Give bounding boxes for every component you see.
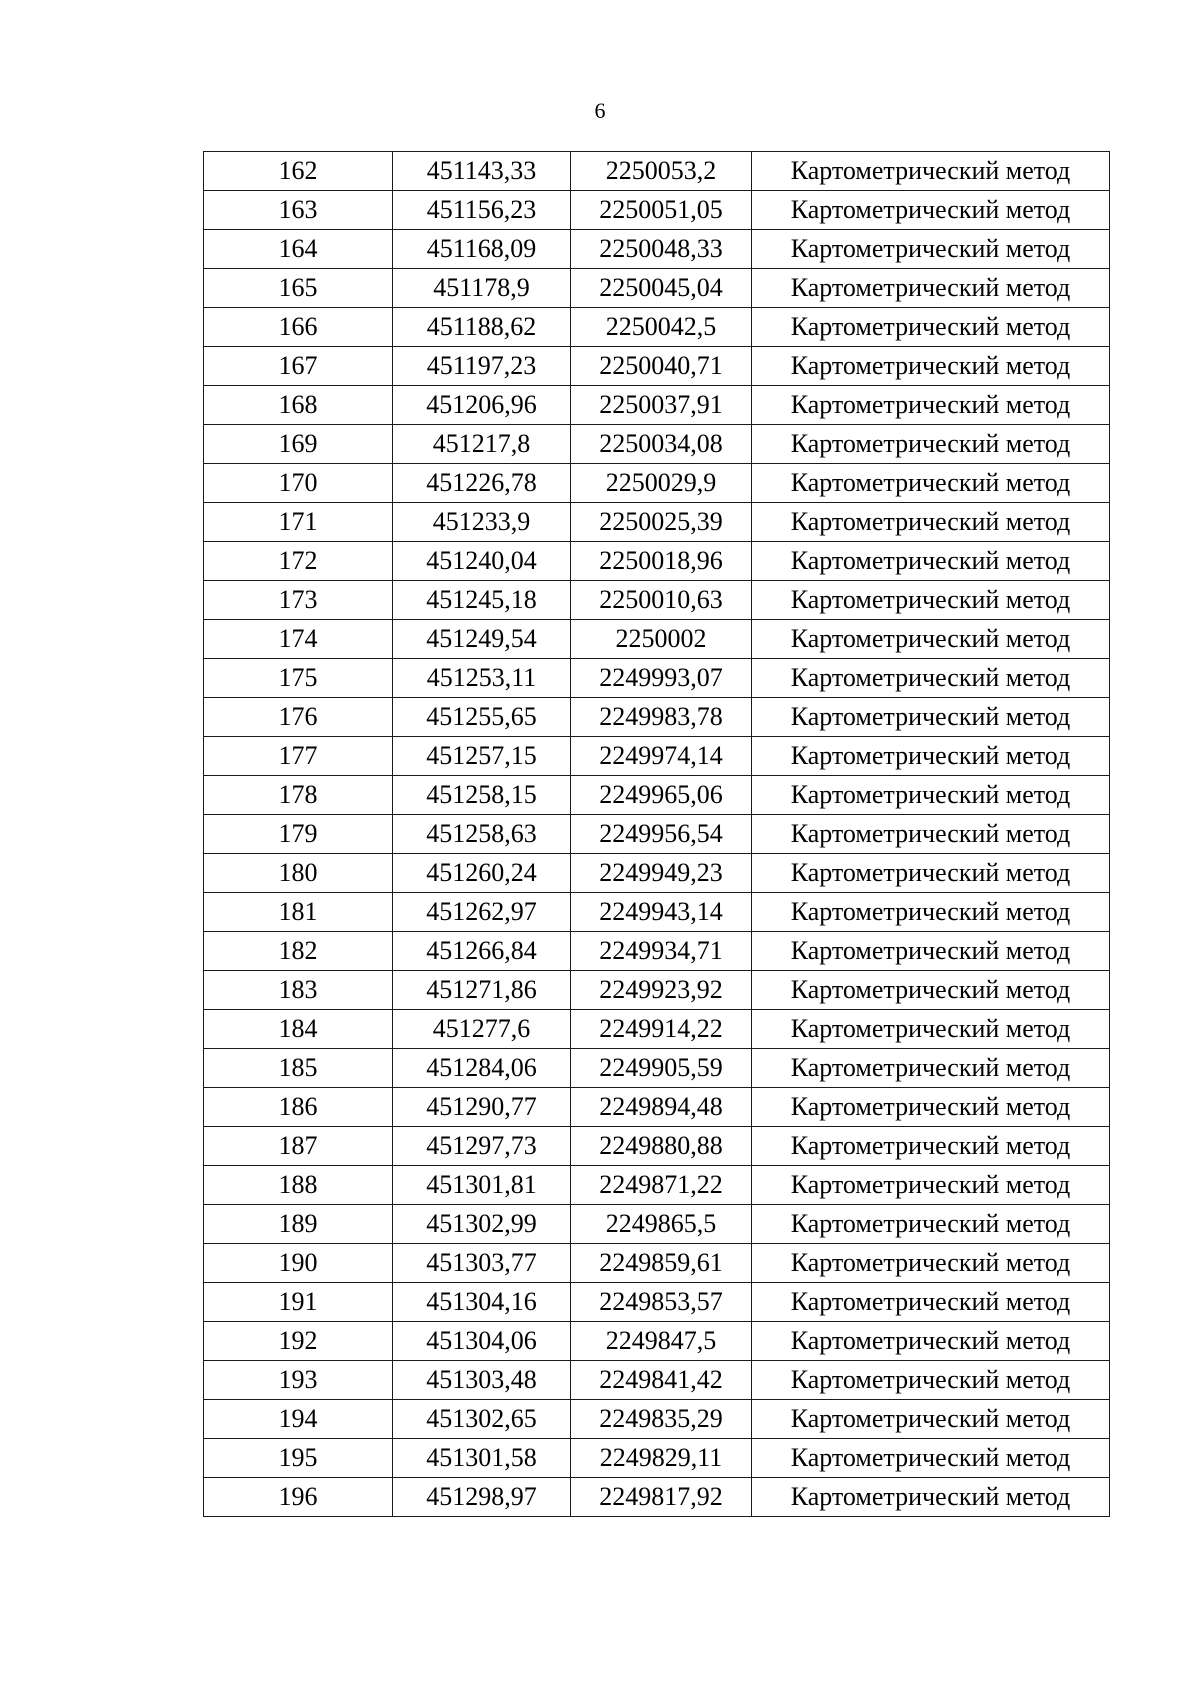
x-coordinate-cell: 451188,62	[393, 308, 571, 347]
y-coordinate-cell: 2250002	[571, 620, 752, 659]
x-coordinate-cell: 451257,15	[393, 737, 571, 776]
point-number-cell: 193	[204, 1361, 393, 1400]
method-cell: Картометрический метод	[752, 737, 1110, 776]
x-coordinate-cell: 451258,63	[393, 815, 571, 854]
y-coordinate-cell: 2249949,23	[571, 854, 752, 893]
point-number-cell: 178	[204, 776, 393, 815]
y-coordinate-cell: 2250025,39	[571, 503, 752, 542]
method-cell: Картометрический метод	[752, 971, 1110, 1010]
x-coordinate-cell: 451303,77	[393, 1244, 571, 1283]
method-cell: Картометрический метод	[752, 893, 1110, 932]
y-coordinate-cell: 2249847,5	[571, 1322, 752, 1361]
table-row	[204, 425, 1110, 464]
x-coordinate-cell: 451298,97	[393, 1478, 571, 1517]
y-coordinate-cell: 2249829,11	[571, 1439, 752, 1478]
method-cell: Картометрический метод	[752, 464, 1110, 503]
y-coordinate-cell: 2249965,06	[571, 776, 752, 815]
method-cell: Картометрический метод	[752, 932, 1110, 971]
y-coordinate-cell: 2250051,05	[571, 191, 752, 230]
x-coordinate-cell: 451217,8	[393, 425, 571, 464]
x-coordinate-cell: 451301,58	[393, 1439, 571, 1478]
y-coordinate-cell: 2249923,92	[571, 971, 752, 1010]
method-cell: Картометрический метод	[752, 1166, 1110, 1205]
y-coordinate-cell: 2249934,71	[571, 932, 752, 971]
method-cell: Картометрический метод	[752, 1127, 1110, 1166]
table-row	[204, 776, 1110, 815]
y-coordinate-cell: 2249983,78	[571, 698, 752, 737]
y-coordinate-cell: 2250018,96	[571, 542, 752, 581]
method-cell: Картометрический метод	[752, 1010, 1110, 1049]
page-number: 6	[594, 98, 606, 123]
table-row	[204, 1322, 1110, 1361]
y-coordinate-cell: 2249880,88	[571, 1127, 752, 1166]
method-cell: Картометрический метод	[752, 269, 1110, 308]
table-row	[204, 932, 1110, 971]
table-row	[204, 1127, 1110, 1166]
method-cell: Картометрический метод	[752, 620, 1110, 659]
method-cell: Картометрический метод	[752, 386, 1110, 425]
point-number-cell: 192	[204, 1322, 393, 1361]
x-coordinate-cell: 451297,73	[393, 1127, 571, 1166]
y-coordinate-cell: 2250053,2	[571, 152, 752, 191]
table-row	[204, 1361, 1110, 1400]
table-row	[204, 1088, 1110, 1127]
point-number-cell: 171	[204, 503, 393, 542]
table-row	[204, 503, 1110, 542]
y-coordinate-cell: 2249835,29	[571, 1400, 752, 1439]
point-number-cell: 172	[204, 542, 393, 581]
y-coordinate-cell: 2249943,14	[571, 893, 752, 932]
method-cell: Картометрический метод	[752, 1088, 1110, 1127]
point-number-cell: 165	[204, 269, 393, 308]
y-coordinate-cell: 2249865,5	[571, 1205, 752, 1244]
method-cell: Картометрический метод	[752, 1478, 1110, 1517]
y-coordinate-cell: 2249817,92	[571, 1478, 752, 1517]
point-number-cell: 196	[204, 1478, 393, 1517]
point-number-cell: 189	[204, 1205, 393, 1244]
y-coordinate-cell: 2250040,71	[571, 347, 752, 386]
table-row	[204, 308, 1110, 347]
point-number-cell: 191	[204, 1283, 393, 1322]
point-number-cell: 184	[204, 1010, 393, 1049]
method-cell: Картометрический метод	[752, 815, 1110, 854]
point-number-cell: 180	[204, 854, 393, 893]
x-coordinate-cell: 451277,6	[393, 1010, 571, 1049]
table-row	[204, 659, 1110, 698]
x-coordinate-cell: 451249,54	[393, 620, 571, 659]
y-coordinate-cell: 2249859,61	[571, 1244, 752, 1283]
x-coordinate-cell: 451304,16	[393, 1283, 571, 1322]
x-coordinate-cell: 451262,97	[393, 893, 571, 932]
point-number-cell: 170	[204, 464, 393, 503]
x-coordinate-cell: 451284,06	[393, 1049, 571, 1088]
x-coordinate-cell: 451304,06	[393, 1322, 571, 1361]
point-number-cell: 169	[204, 425, 393, 464]
method-cell: Картометрический метод	[752, 1283, 1110, 1322]
table-row	[204, 815, 1110, 854]
y-coordinate-cell: 2249905,59	[571, 1049, 752, 1088]
x-coordinate-cell: 451168,09	[393, 230, 571, 269]
y-coordinate-cell: 2250048,33	[571, 230, 752, 269]
table-row	[204, 386, 1110, 425]
table-row	[204, 1283, 1110, 1322]
method-cell: Картометрический метод	[752, 1244, 1110, 1283]
point-number-cell: 188	[204, 1166, 393, 1205]
table-row	[204, 152, 1110, 191]
method-cell: Картометрический метод	[752, 581, 1110, 620]
point-number-cell: 167	[204, 347, 393, 386]
point-number-cell: 176	[204, 698, 393, 737]
y-coordinate-cell: 2250037,91	[571, 386, 752, 425]
point-number-cell: 166	[204, 308, 393, 347]
method-cell: Картометрический метод	[752, 308, 1110, 347]
table-row	[204, 581, 1110, 620]
x-coordinate-cell: 451301,81	[393, 1166, 571, 1205]
point-number-cell: 175	[204, 659, 393, 698]
x-coordinate-cell: 451240,04	[393, 542, 571, 581]
point-number-cell: 162	[204, 152, 393, 191]
y-coordinate-cell: 2250042,5	[571, 308, 752, 347]
point-number-cell: 177	[204, 737, 393, 776]
y-coordinate-cell: 2249894,48	[571, 1088, 752, 1127]
table-row	[204, 347, 1110, 386]
table-row	[204, 1478, 1110, 1517]
method-cell: Картометрический метод	[752, 1400, 1110, 1439]
point-number-cell: 183	[204, 971, 393, 1010]
table-row	[204, 1244, 1110, 1283]
point-number-cell: 174	[204, 620, 393, 659]
x-coordinate-cell: 451178,9	[393, 269, 571, 308]
method-cell: Картометрический метод	[752, 1439, 1110, 1478]
point-number-cell: 168	[204, 386, 393, 425]
y-coordinate-cell: 2249841,42	[571, 1361, 752, 1400]
method-cell: Картометрический метод	[752, 542, 1110, 581]
y-coordinate-cell: 2249914,22	[571, 1010, 752, 1049]
x-coordinate-cell: 451260,24	[393, 854, 571, 893]
y-coordinate-cell: 2249974,14	[571, 737, 752, 776]
table-row	[204, 191, 1110, 230]
point-number-cell: 163	[204, 191, 393, 230]
x-coordinate-cell: 451271,86	[393, 971, 571, 1010]
y-coordinate-cell: 2250034,08	[571, 425, 752, 464]
table-row	[204, 1166, 1110, 1205]
table-row	[204, 1439, 1110, 1478]
method-cell: Картометрический метод	[752, 503, 1110, 542]
method-cell: Картометрический метод	[752, 659, 1110, 698]
table-row	[204, 1010, 1110, 1049]
table-row	[204, 542, 1110, 581]
point-number-cell: 182	[204, 932, 393, 971]
y-coordinate-cell: 2249993,07	[571, 659, 752, 698]
point-number-cell: 194	[204, 1400, 393, 1439]
method-cell: Картометрический метод	[752, 776, 1110, 815]
x-coordinate-cell: 451197,23	[393, 347, 571, 386]
method-cell: Картометрический метод	[752, 230, 1110, 269]
method-cell: Картометрический метод	[752, 698, 1110, 737]
method-cell: Картометрический метод	[752, 1322, 1110, 1361]
table-row	[204, 464, 1110, 503]
point-number-cell: 185	[204, 1049, 393, 1088]
point-number-cell: 195	[204, 1439, 393, 1478]
point-number-cell: 186	[204, 1088, 393, 1127]
method-cell: Картометрический метод	[752, 152, 1110, 191]
x-coordinate-cell: 451266,84	[393, 932, 571, 971]
x-coordinate-cell: 451245,18	[393, 581, 571, 620]
coordinates-table-body	[204, 152, 1110, 1517]
x-coordinate-cell: 451303,48	[393, 1361, 571, 1400]
table-row	[204, 698, 1110, 737]
table-row	[204, 737, 1110, 776]
table-row	[204, 1400, 1110, 1439]
point-number-cell: 173	[204, 581, 393, 620]
y-coordinate-cell: 2250029,9	[571, 464, 752, 503]
table-row	[204, 269, 1110, 308]
point-number-cell: 181	[204, 893, 393, 932]
point-number-cell: 179	[204, 815, 393, 854]
table-row	[204, 230, 1110, 269]
x-coordinate-cell: 451206,96	[393, 386, 571, 425]
point-number-cell: 164	[204, 230, 393, 269]
table-row	[204, 854, 1110, 893]
x-coordinate-cell: 451226,78	[393, 464, 571, 503]
point-number-cell: 190	[204, 1244, 393, 1283]
table-row	[204, 620, 1110, 659]
coordinates-table	[203, 151, 1110, 1517]
method-cell: Картометрический метод	[752, 425, 1110, 464]
x-coordinate-cell: 451302,99	[393, 1205, 571, 1244]
y-coordinate-cell: 2249853,57	[571, 1283, 752, 1322]
method-cell: Картометрический метод	[752, 347, 1110, 386]
y-coordinate-cell: 2250010,63	[571, 581, 752, 620]
table-row	[204, 1049, 1110, 1088]
x-coordinate-cell: 451143,33	[393, 152, 571, 191]
table-row	[204, 971, 1110, 1010]
method-cell: Картометрический метод	[752, 191, 1110, 230]
method-cell: Картометрический метод	[752, 854, 1110, 893]
point-number-cell: 187	[204, 1127, 393, 1166]
x-coordinate-cell: 451255,65	[393, 698, 571, 737]
y-coordinate-cell: 2250045,04	[571, 269, 752, 308]
table-row	[204, 1205, 1110, 1244]
x-coordinate-cell: 451156,23	[393, 191, 571, 230]
x-coordinate-cell: 451290,77	[393, 1088, 571, 1127]
method-cell: Картометрический метод	[752, 1049, 1110, 1088]
x-coordinate-cell: 451302,65	[393, 1400, 571, 1439]
y-coordinate-cell: 2249956,54	[571, 815, 752, 854]
x-coordinate-cell: 451233,9	[393, 503, 571, 542]
x-coordinate-cell: 451253,11	[393, 659, 571, 698]
method-cell: Картометрический метод	[752, 1205, 1110, 1244]
y-coordinate-cell: 2249871,22	[571, 1166, 752, 1205]
x-coordinate-cell: 451258,15	[393, 776, 571, 815]
table-row	[204, 893, 1110, 932]
method-cell: Картометрический метод	[752, 1361, 1110, 1400]
